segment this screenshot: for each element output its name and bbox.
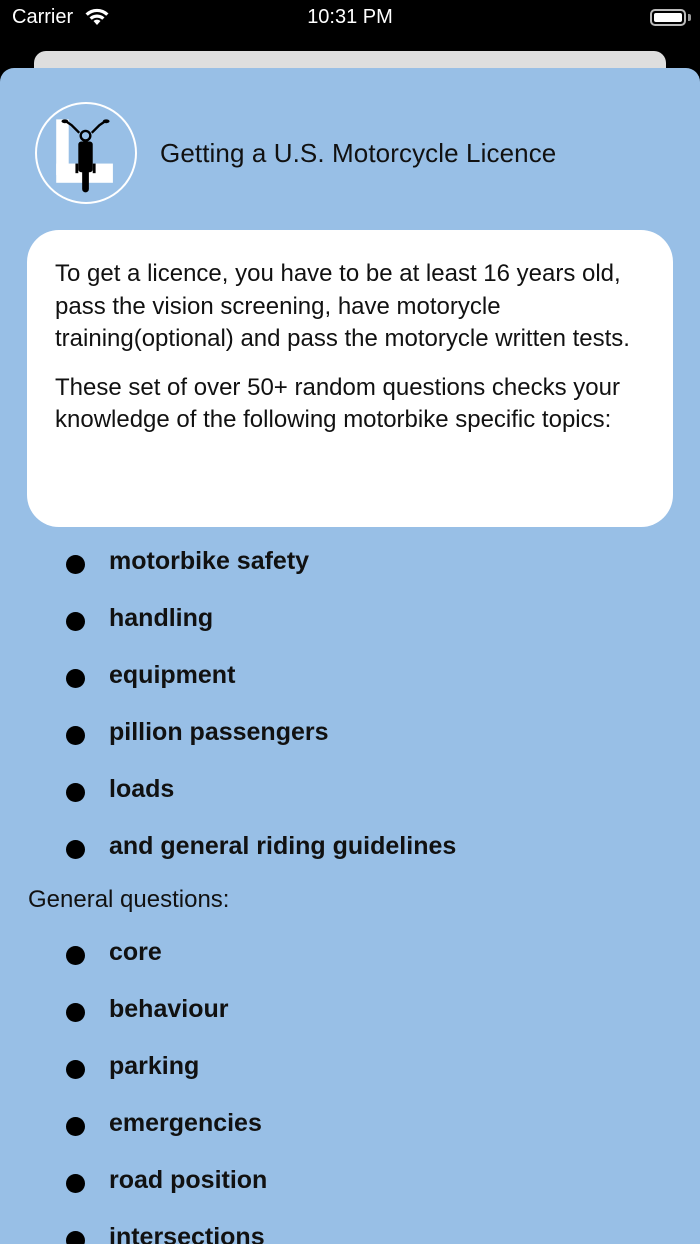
carrier-label: Carrier <box>12 6 74 28</box>
general-topic-label: intersections <box>109 1223 265 1244</box>
list-item <box>0 713 700 770</box>
list-item <box>0 1047 700 1104</box>
general-questions-heading: General questions: <box>28 886 230 913</box>
general-topic-label: core <box>109 938 162 966</box>
status-bar <box>0 0 700 40</box>
general-topic-label: behaviour <box>109 995 229 1023</box>
bullet-icon <box>66 612 85 631</box>
general-questions-list <box>0 933 700 1244</box>
list-item <box>0 1218 700 1244</box>
list-item <box>0 542 700 599</box>
page-title: Getting a U.S. Motorcycle Licence <box>160 138 557 168</box>
bullet-icon <box>66 669 85 688</box>
list-item <box>0 1104 700 1161</box>
topic-label: motorbike safety <box>109 547 310 575</box>
bullet-icon <box>66 840 85 859</box>
bullet-icon <box>66 1174 85 1193</box>
topic-label: handling <box>109 604 214 632</box>
topics-list <box>0 542 700 884</box>
bullet-icon <box>66 946 85 965</box>
intro-paragraph-topics: These set of over 50+ random questions checks your knowledge of the following motorbike specific topics: <box>55 373 620 433</box>
list-item <box>0 933 700 990</box>
bullet-icon <box>66 1003 85 1022</box>
bullet-icon <box>66 726 85 745</box>
topic-label: loads <box>109 775 175 803</box>
list-item <box>0 1161 700 1218</box>
topic-label: pillion passengers <box>109 718 329 746</box>
intro-card <box>27 230 673 527</box>
battery-tip <box>688 14 691 21</box>
header <box>35 102 680 204</box>
topic-label: and general riding guidelines <box>109 832 457 860</box>
modal-sheet[interactable] <box>0 68 700 1244</box>
list-item <box>0 599 700 656</box>
bullet-icon <box>66 1060 85 1079</box>
clock: 10:31 PM <box>307 6 393 28</box>
bullet-icon <box>66 783 85 802</box>
bullet-icon <box>66 555 85 574</box>
general-topic-label: emergencies <box>109 1109 262 1137</box>
battery-icon <box>650 9 686 26</box>
intro-paragraph-requirements: To get a licence, you have to be at least 16 years old, pass the vision screening, have motorycle training(optional) and pass the motorycle written tests. <box>55 260 630 352</box>
list-item <box>0 770 700 827</box>
motorcycle-learner-logo-icon <box>35 102 137 204</box>
list-item <box>0 827 700 884</box>
general-topic-label: parking <box>109 1052 200 1080</box>
list-item <box>0 990 700 1047</box>
bullet-icon <box>66 1231 85 1244</box>
bullet-icon <box>66 1117 85 1136</box>
list-item <box>0 656 700 713</box>
topic-label: equipment <box>109 661 236 689</box>
general-topic-label: road position <box>109 1166 268 1194</box>
